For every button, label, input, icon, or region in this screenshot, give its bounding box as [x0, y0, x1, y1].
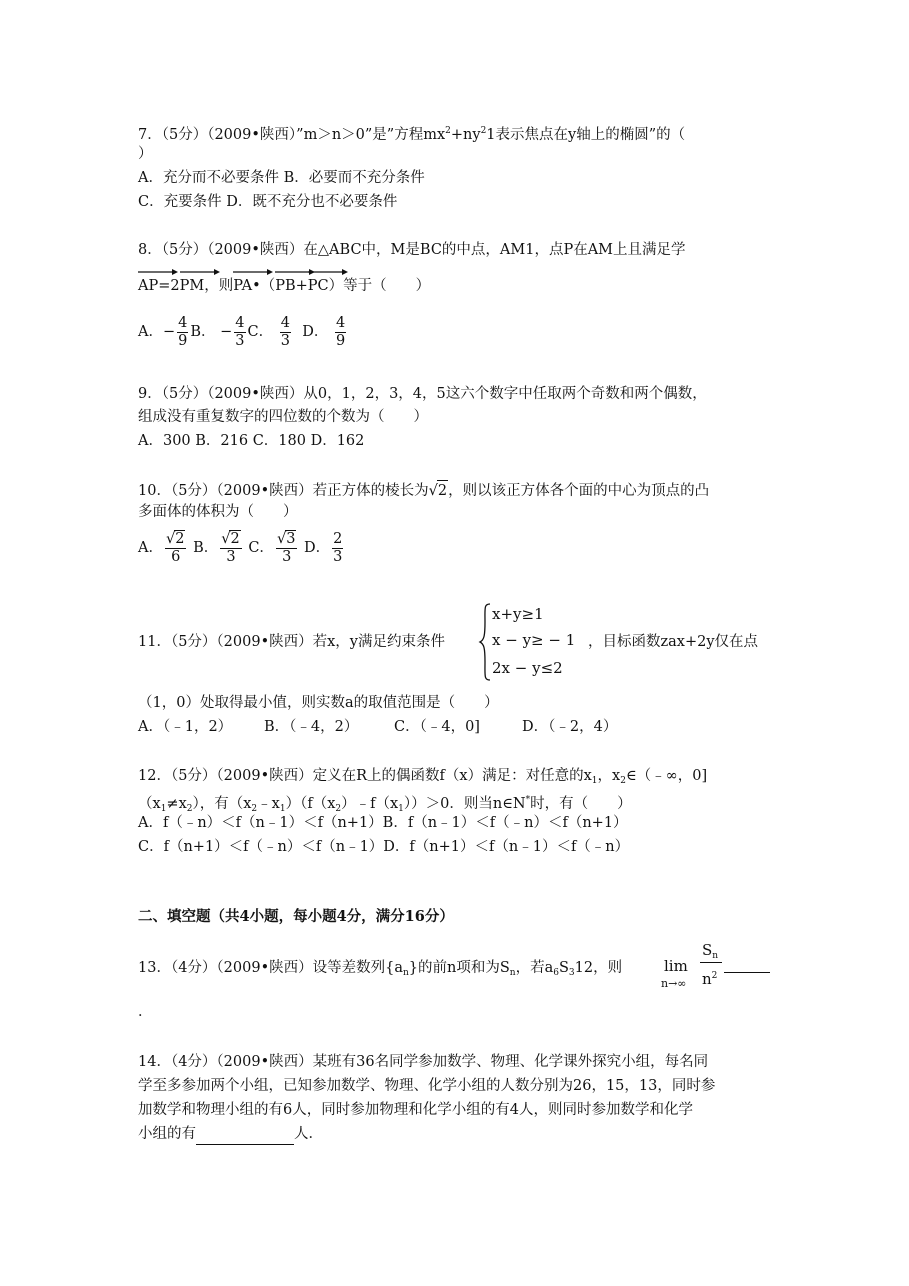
q11-option-d: D．（﹣2，4）	[522, 719, 618, 735]
q11-line-1-end: ，目标函数zax+2y仅在点	[588, 634, 759, 650]
q10-fraction-d: $\frac{2}{3}$	[333, 530, 343, 565]
vector-pm: PM	[180, 276, 205, 296]
vector-pb: PB	[275, 276, 295, 296]
q8-fraction-d: $\frac{4}{9}$	[335, 314, 346, 349]
q11-line-2: （1，0）处取得最小值，则实数a的取值范围是（ ）	[138, 695, 499, 711]
q11-option-b: B．（﹣4，2）	[264, 719, 359, 735]
left-brace-icon	[478, 602, 492, 682]
section-heading: 二、填空题（共4小题，每小题4分，满分16分）	[138, 908, 454, 925]
q10-fraction-c: $\frac{√3}{3}$	[276, 531, 296, 565]
q14-line-3: 加数学和物理小组的有6人，同时参加物理和化学小组的有4人，则同时参加数学和化学	[138, 1102, 693, 1118]
q12-options-ab: A．f（﹣n）＜f（n﹣1）＜f（n+1）B．f（n﹣1）＜f（﹣n）＜f（n+1）	[138, 815, 628, 831]
q8-line-2: AP=2 PM，则 PA•（ PB+ PC）等于（ ）	[138, 276, 430, 296]
limit-symbol: lim	[664, 957, 688, 975]
answer-blank	[196, 1124, 294, 1145]
q10-line-2: 多面体的体积为（ ）	[138, 504, 298, 520]
q13-line-2: ．	[138, 1004, 153, 1020]
q12-options-cd: C．f（n+1）＜f（﹣n）＜f（n﹣1）D．f（n+1）＜f（n﹣1）＜f（﹣n）	[138, 839, 630, 855]
q14-line-2: 学至多参加两个小组，已知参加数学、物理、化学小组的人数分别为26，15，13，同时参	[138, 1078, 716, 1094]
q8-fraction-a: $\frac{4}{9}$	[178, 314, 188, 349]
q10-options: A． $\frac{√2}{6}$ B． $\frac{√2}{3}$ C． $\frac{√3}{3}$ D． $\frac{2}{3}$	[138, 530, 343, 565]
q7-options-cd: C．充要条件 D．既不充分也不必要条件	[138, 194, 398, 210]
q11-option-a: A．（﹣1，2）	[138, 719, 233, 735]
sqrt-symbol: √	[428, 483, 438, 499]
q14-line-4: 小组的有 人．	[138, 1124, 323, 1145]
q9-options: A．300 B．216 C．180 D．162	[138, 433, 365, 449]
limit-denominator: $n^2$	[702, 970, 718, 988]
q7-line-2: ）	[138, 146, 153, 162]
q10-fraction-b: $\frac{√2}{3}$	[221, 531, 240, 565]
limit-subscript: n→∞	[661, 977, 687, 990]
q9-line-2: 组成没有重复数字的四位数的个数为（ ）	[138, 409, 428, 425]
constraint-3: 2x − y≤2	[492, 659, 563, 677]
limit-numerator: $S_n$	[702, 941, 719, 961]
vector-pc: PC	[308, 276, 329, 296]
q12-line-2: $(x_1\ne x_2)$，有$(x_2﹣x_1)(f(x_2)﹣f(x_1))>0$．则当n∈N*时，有（ ）	[138, 795, 632, 814]
q9-line-1: 9．（5分）（2009•陕西）从0，1，2，3，4，5这六个数字中任取两个奇数和两个偶数，	[138, 386, 707, 402]
q11-option-c: C．（﹣4，0]	[394, 719, 480, 735]
q8-fraction-c: $\frac{4}{3}$	[280, 314, 290, 349]
constraint-2: x − y≥ − 1	[492, 631, 576, 649]
q8-line-1: 8．（5分）（2009•陕西）在△ABC中，M是BC的中点，AM1，点P在AM上且满足学	[138, 242, 686, 258]
q10-line-1: 10．（5分）（2009•陕西）若正方体的棱长为√2，则以该正方体各个面的中心为顶点的凸	[138, 480, 709, 501]
q7-line-1: 7．（5分）（2009•陕西）”m＞n＞0”是”方程$mx^2+ny^21$表示焦点在y轴上的椭圆”的（	[138, 126, 686, 143]
vector-pa: PA	[233, 276, 252, 296]
q10-fraction-a: $\frac{√2}{6}$	[165, 531, 185, 565]
q7-options-ab: A．充分而不必要条件 B．必要而不充分条件	[138, 170, 425, 186]
q11-line-1-start: 11．（5分）（2009•陕西）若x，y满足约束条件	[138, 634, 445, 650]
q8-options: A．− $\frac{4}{9}$ B． − $\frac{4}{3}$ C． $\frac{4}{3}$ D． $\frac{4}{9}$	[138, 314, 346, 349]
vector-ap: AP	[138, 276, 158, 296]
q13-line-1: 13．（4分）（2009•陕西）设等差数列$\{a_n\}$的前n项和为$S_n$，若$a_6S_312$，则	[138, 960, 623, 978]
q14-line-1: 14．（4分）（2009•陕西）某班有36名同学参加数学、物理、化学课外探究小组，每名同	[138, 1054, 709, 1070]
q8-fraction-b: $\frac{4}{3}$	[235, 314, 245, 349]
constraint-1: x+y≥1	[492, 605, 544, 623]
fraction-bar	[700, 962, 722, 963]
answer-blank	[724, 972, 770, 973]
q12-line-1: 12．（5分）（2009•陕西）定义在R上的偶函数f（x）满足：对任意的$x_1$，$x_2\in(﹣\infty$，0]	[138, 768, 708, 786]
